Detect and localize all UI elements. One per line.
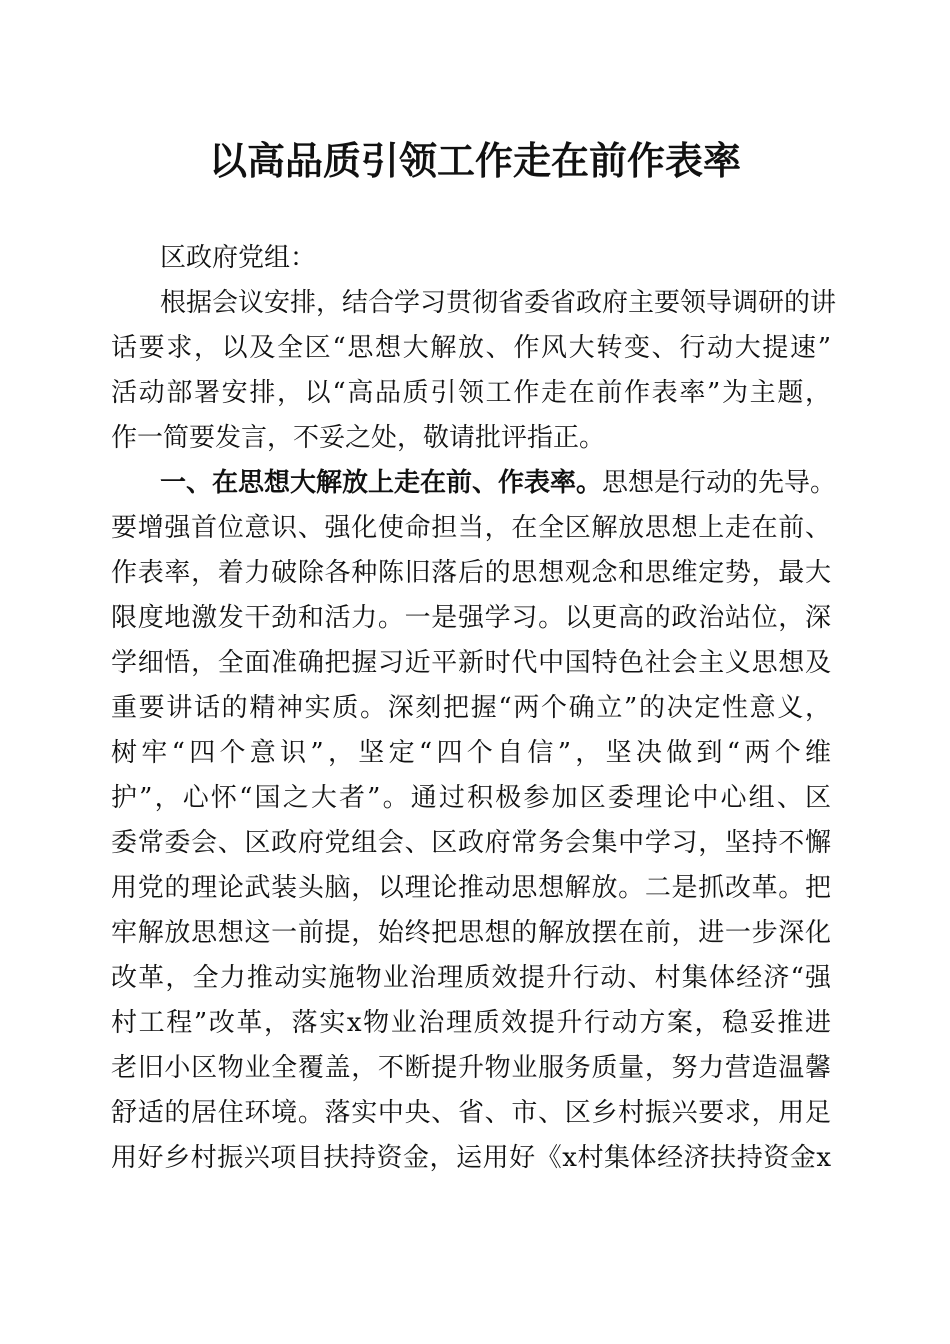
paragraph-line: 用好乡村振兴项目扶持资金，运用好《x村集体经济扶持资金x [111, 1143, 831, 1173]
paragraph-line: 作表率，着力破除各种陈旧落后的思想观念和思维定势，最大 [111, 558, 831, 588]
paragraph-line: 重要讲话的精神实质。深刻把握“两个确立”的决定性意义， [111, 693, 831, 723]
paragraph-line: 委常委会、区政府党组会、区政府常务会集中学习，坚持不懈 [111, 828, 831, 858]
paragraph-line: 要增强首位意识、强化使命担当，在全区解放思想上走在前、 [111, 513, 831, 543]
paragraph-line: 学细悟，全面准确把握习近平新时代中国特色社会主义思想及 [111, 648, 831, 678]
section-heading: 一、在思想大解放上走在前、作表率。 [160, 468, 603, 498]
paragraph-line: 限度地激发干劲和活力。一是强学习。以更高的政治站位，深 [111, 603, 831, 633]
document-title: 以高品质引领工作走在前作表率 [208, 138, 741, 183]
paragraph-line: 舒适的居住环境。落实中央、省、市、区乡村振兴要求，用足 [111, 1098, 831, 1128]
intro-line: 作一简要发言，不妥之处，敬请批评指正。 [111, 423, 606, 453]
paragraph-line: 改革，全力推动实施物业治理质效提升行动、村集体经济“强 [111, 963, 831, 993]
section-heading-line [111, 461, 837, 506]
intro-line: 话要求，以及全区“思想大解放、作风大转变、行动大提速” [111, 333, 831, 363]
paragraph-line: 老旧小区物业全覆盖，不断提升物业服务质量，努力营造温馨 [111, 1053, 831, 1083]
paragraph-line: 护”，心怀“国之大者”。通过积极参加区委理论中心组、区 [111, 783, 831, 813]
paragraph-line: 用党的理论武装头脑，以理论推动思想解放。二是抓改革。把 [111, 873, 831, 903]
paragraph-line: 村工程”改革，落实x物业治理质效提升行动方案，稳妥推进 [111, 1008, 831, 1038]
salutation: 区政府党组： [160, 243, 317, 273]
intro-line: 活动部署安排，以“高品质引领工作走在前作表率”为主题， [111, 378, 831, 408]
paragraph-line: 树牢“四个意识”，坚定“四个自信”，坚决做到“两个维 [111, 738, 831, 768]
section-heading-rest: 思想是行动的先导。 [602, 468, 837, 498]
document-body [111, 236, 837, 1181]
intro-line: 根据会议安排，结合学习贯彻省委省政府主要领导调研的讲 [160, 288, 837, 318]
paragraph-line: 牢解放思想这一前提，始终把思想的解放摆在前，进一步深化 [111, 918, 831, 948]
